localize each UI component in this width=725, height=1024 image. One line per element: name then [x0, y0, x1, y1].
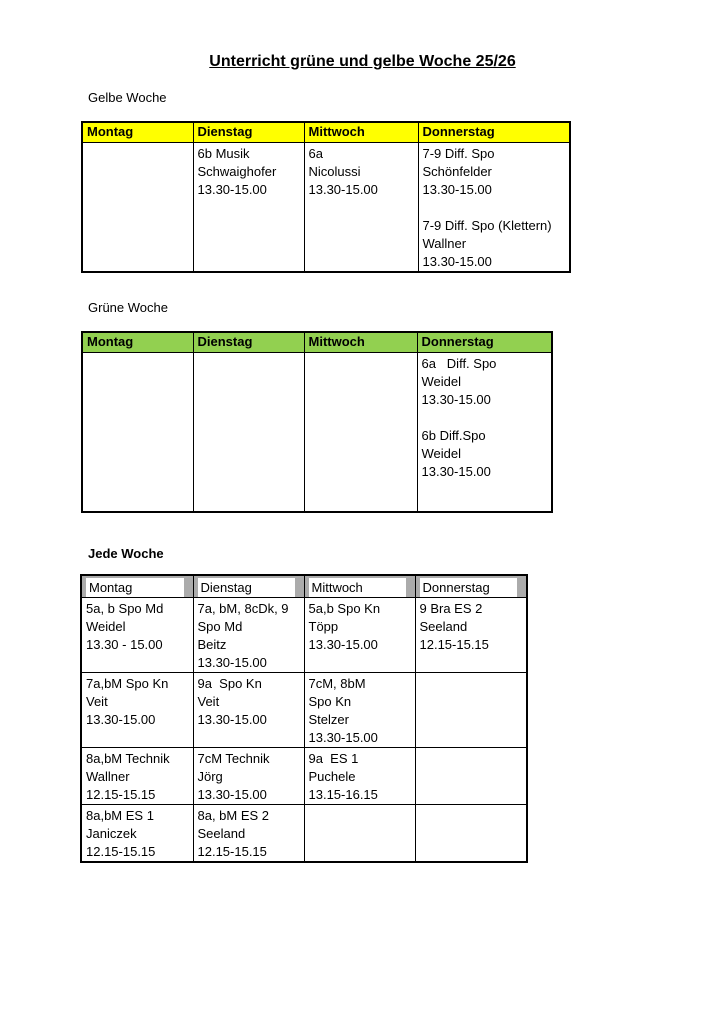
- gruene-cell-donnerstag: 6a Diff. Spo Weidel 13.30-15.00 6b Diff.Spo Weidel 13.30-15.00: [417, 352, 552, 512]
- jede-cell-r3-donnerstag: [415, 748, 527, 805]
- jede-day-header-mittwoch: [304, 575, 415, 598]
- jede-cell-r3-montag: 8a,bM Technik Wallner 12.15-15.15: [81, 748, 193, 805]
- jede-cell-r4-montag: 8a,bM ES 1 Janiczek 12.15-15.15: [81, 805, 193, 863]
- header-highlight: Mittwoch: [309, 578, 406, 597]
- jede-cell-r2-montag: 7a,bM Spo Kn Veit 13.30-15.00: [81, 673, 193, 748]
- gelbe-cell-dienstag: 6b Musik Schwaighofer 13.30-15.00: [193, 142, 304, 272]
- section-label-jede-woche: Jede Woche: [88, 546, 164, 561]
- jede-cell-r1-dienstag: 7a, bM, 8cDk, 9 Spo Md Beitz 13.30-15.00: [193, 598, 304, 673]
- jede-body-row-3: [81, 748, 527, 805]
- section-label-gruene-woche: Grüne Woche: [88, 300, 168, 315]
- section-label-gelbe-woche: Gelbe Woche: [88, 90, 167, 105]
- gruene-day-header-donnerstag: Donnerstag: [417, 332, 552, 352]
- jede-day-header-montag: [81, 575, 193, 598]
- page-title: Unterricht grüne und gelbe Woche 25/26: [209, 53, 516, 70]
- gruene-body-row: [82, 352, 552, 512]
- jede-woche-table: [80, 574, 528, 863]
- gruene-day-header-montag: Montag: [82, 332, 193, 352]
- gelbe-cell-montag: [82, 142, 193, 272]
- gruene-cell-montag: [82, 352, 193, 512]
- jede-cell-r2-dienstag: 9a Spo Kn Veit 13.30-15.00: [193, 673, 304, 748]
- gelbe-day-header-dienstag: Dienstag: [193, 122, 304, 142]
- gelbe-day-header-donnerstag: Donnerstag: [418, 122, 570, 142]
- header-highlight: Donnerstag: [420, 578, 518, 597]
- jede-body-row-4: [81, 805, 527, 863]
- gelbe-cell-donnerstag: 7-9 Diff. Spo Schönfelder 13.30-15.00 7-9 Diff. Spo (Klettern) Wallner 13.30-15.00: [418, 142, 570, 272]
- gruene-woche-table: [81, 331, 553, 513]
- gelbe-cell-mittwoch: 6a Nicolussi 13.30-15.00: [304, 142, 418, 272]
- jede-body-row-2: [81, 673, 527, 748]
- jede-header-row: [81, 575, 527, 598]
- jede-cell-r4-donnerstag: [415, 805, 527, 863]
- jede-cell-r2-mittwoch: 7cM, 8bM Spo Kn Stelzer 13.30-15.00: [304, 673, 415, 748]
- jede-cell-r4-mittwoch: [304, 805, 415, 863]
- jede-day-header-dienstag: [193, 575, 304, 598]
- gruene-cell-mittwoch: [304, 352, 417, 512]
- gelbe-day-header-montag: Montag: [82, 122, 193, 142]
- gruene-day-header-mittwoch: Mittwoch: [304, 332, 417, 352]
- header-highlight: Montag: [86, 578, 184, 597]
- gelbe-body-row: [82, 142, 570, 272]
- jede-cell-r2-donnerstag: [415, 673, 527, 748]
- jede-cell-r4-dienstag: 8a, bM ES 2 Seeland 12.15-15.15: [193, 805, 304, 863]
- gruene-cell-dienstag: [193, 352, 304, 512]
- jede-cell-r1-montag: 5a, b Spo Md Weidel 13.30 - 15.00: [81, 598, 193, 673]
- jede-cell-r3-mittwoch: 9a ES 1 Puchele 13.15-16.15: [304, 748, 415, 805]
- header-highlight: Dienstag: [198, 578, 295, 597]
- gelbe-woche-table: [81, 121, 571, 273]
- jede-body-row-1: [81, 598, 527, 673]
- gelbe-day-header-mittwoch: Mittwoch: [304, 122, 418, 142]
- jede-day-header-donnerstag: [415, 575, 527, 598]
- gruene-header-row: [82, 332, 552, 352]
- jede-cell-r1-mittwoch: 5a,b Spo Kn Töpp 13.30-15.00: [304, 598, 415, 673]
- gruene-day-header-dienstag: Dienstag: [193, 332, 304, 352]
- jede-cell-r3-dienstag: 7cM Technik Jörg 13.30-15.00: [193, 748, 304, 805]
- jede-cell-r1-donnerstag: 9 Bra ES 2 Seeland 12.15-15.15: [415, 598, 527, 673]
- gelbe-header-row: [82, 122, 570, 142]
